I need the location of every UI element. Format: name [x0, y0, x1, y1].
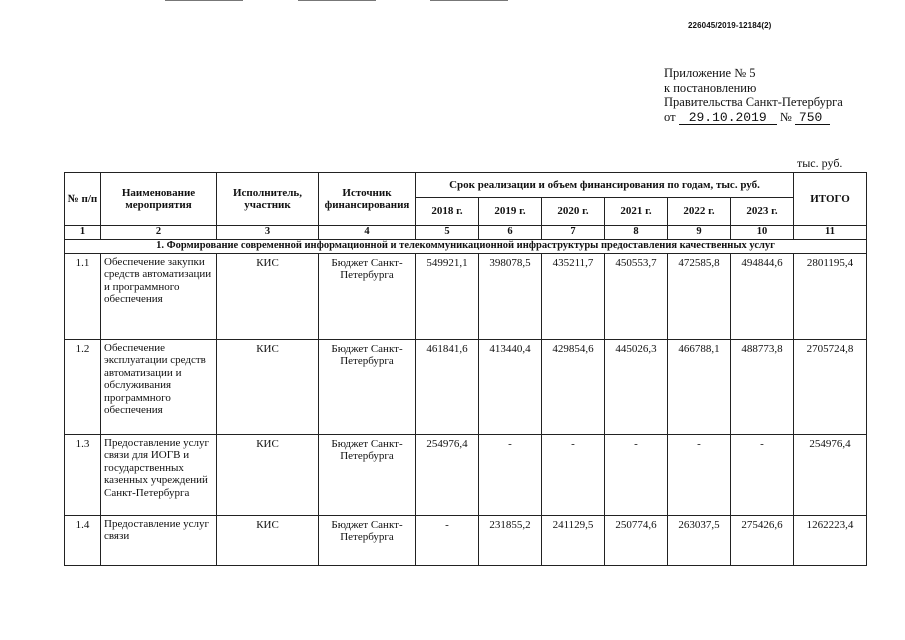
financing-table [64, 172, 867, 566]
scan-top-line [298, 0, 376, 1]
row-value: 263037,5 [668, 515, 731, 565]
row-value: - [605, 434, 668, 515]
row-source: Бюджет Санкт-Петербурга [319, 515, 416, 565]
appendix-number: 750 [795, 111, 830, 125]
row-total: 254976,4 [794, 434, 867, 515]
row-value: - [542, 434, 605, 515]
row-executor: КИС [217, 515, 319, 565]
row-value: 445026,3 [605, 339, 668, 434]
row-value: 472585,8 [668, 253, 731, 339]
row-executor: КИС [217, 434, 319, 515]
column-number: 8 [605, 226, 668, 240]
row-value: - [668, 434, 731, 515]
row-value: 231855,2 [479, 515, 542, 565]
column-number: 5 [416, 226, 479, 240]
row-value: - [479, 434, 542, 515]
row-executor: КИС [217, 339, 319, 434]
row-number: 1.4 [65, 515, 101, 565]
appendix-date-line [664, 110, 843, 125]
header-name: Наименование мероприятия [101, 173, 217, 226]
row-total: 1262223,4 [794, 515, 867, 565]
header-year: 2018 г. [416, 198, 479, 226]
column-number: 10 [731, 226, 794, 240]
column-number: 1 [65, 226, 101, 240]
row-value: 435211,7 [542, 253, 605, 339]
row-source: Бюджет Санкт-Петербурга [319, 253, 416, 339]
row-executor: КИС [217, 253, 319, 339]
column-number: 4 [319, 226, 416, 240]
row-number: 1.2 [65, 339, 101, 434]
header-year: 2021 г. [605, 198, 668, 226]
row-value: 250774,6 [605, 515, 668, 565]
column-number: 9 [668, 226, 731, 240]
row-value: 549921,1 [416, 253, 479, 339]
column-number: 6 [479, 226, 542, 240]
header-source: Источник финансирования [319, 173, 416, 226]
row-source: Бюджет Санкт-Петербурга [319, 339, 416, 434]
header-num: № п/п [65, 173, 101, 226]
row-value: 450553,7 [605, 253, 668, 339]
row-number: 1.1 [65, 253, 101, 339]
row-value: 241129,5 [542, 515, 605, 565]
row-name: Предоставление услуг связи [101, 515, 217, 565]
appendix-block [664, 66, 843, 125]
row-total: 2705724,8 [794, 339, 867, 434]
scan-top-line [165, 0, 243, 1]
row-number: 1.3 [65, 434, 101, 515]
table-row [65, 339, 867, 434]
column-numbers-row [65, 226, 867, 240]
row-name: Обеспечение эксплуатации средств автоматизации и обслуживания программного обеспечения [101, 339, 217, 434]
row-value: 466788,1 [668, 339, 731, 434]
row-value: 461841,6 [416, 339, 479, 434]
row-value: 488773,8 [731, 339, 794, 434]
appendix-subtitle: к постановлению [664, 80, 757, 95]
header-year: 2020 г. [542, 198, 605, 226]
header-total: ИТОГО [794, 173, 867, 226]
column-number: 2 [101, 226, 217, 240]
document-number: 226045/2019-12184(2) [688, 21, 772, 30]
column-number: 11 [794, 226, 867, 240]
header-year: 2019 г. [479, 198, 542, 226]
header-period: Срок реализации и объем финансирования по годам, тыс. руб. [416, 173, 794, 198]
scan-top-line [430, 0, 508, 1]
row-source: Бюджет Санкт-Петербурга [319, 434, 416, 515]
row-value: - [416, 515, 479, 565]
section-row [65, 239, 867, 253]
table-row [65, 515, 867, 565]
header-year: 2022 г. [668, 198, 731, 226]
row-value: 275426,6 [731, 515, 794, 565]
row-value: 254976,4 [416, 434, 479, 515]
appendix-number-sign: № [779, 109, 792, 124]
units-label: тыс. руб. [797, 156, 843, 170]
header-executor: Исполнитель, участник [217, 173, 319, 226]
appendix-title: Приложение № 5 [664, 66, 756, 80]
header-year: 2023 г. [731, 198, 794, 226]
row-value: 398078,5 [479, 253, 542, 339]
table-row [65, 434, 867, 515]
row-value: - [731, 434, 794, 515]
row-value: 494844,6 [731, 253, 794, 339]
row-name: Обеспечение закупки средств автоматизации и программного обеспечения [101, 253, 217, 339]
appendix-government: Правительства Санкт-Петербурга [664, 95, 843, 109]
row-value: 413440,4 [479, 339, 542, 434]
appendix-date: 29.10.2019 [679, 111, 777, 125]
row-value: 429854,6 [542, 339, 605, 434]
column-number: 3 [217, 226, 319, 240]
table-row [65, 253, 867, 339]
header-row [65, 173, 867, 198]
row-name: Предоставление услуг связи для ИОГВ и государственных казенных учреждений Санкт-Петербурга [101, 434, 217, 515]
column-number: 7 [542, 226, 605, 240]
row-total: 2801195,4 [794, 253, 867, 339]
section-title: 1. Формирование современной информационной и телекоммуникационной инфраструктуры предоставления качественных услуг [65, 239, 867, 253]
appendix-from-label: от [664, 109, 676, 124]
